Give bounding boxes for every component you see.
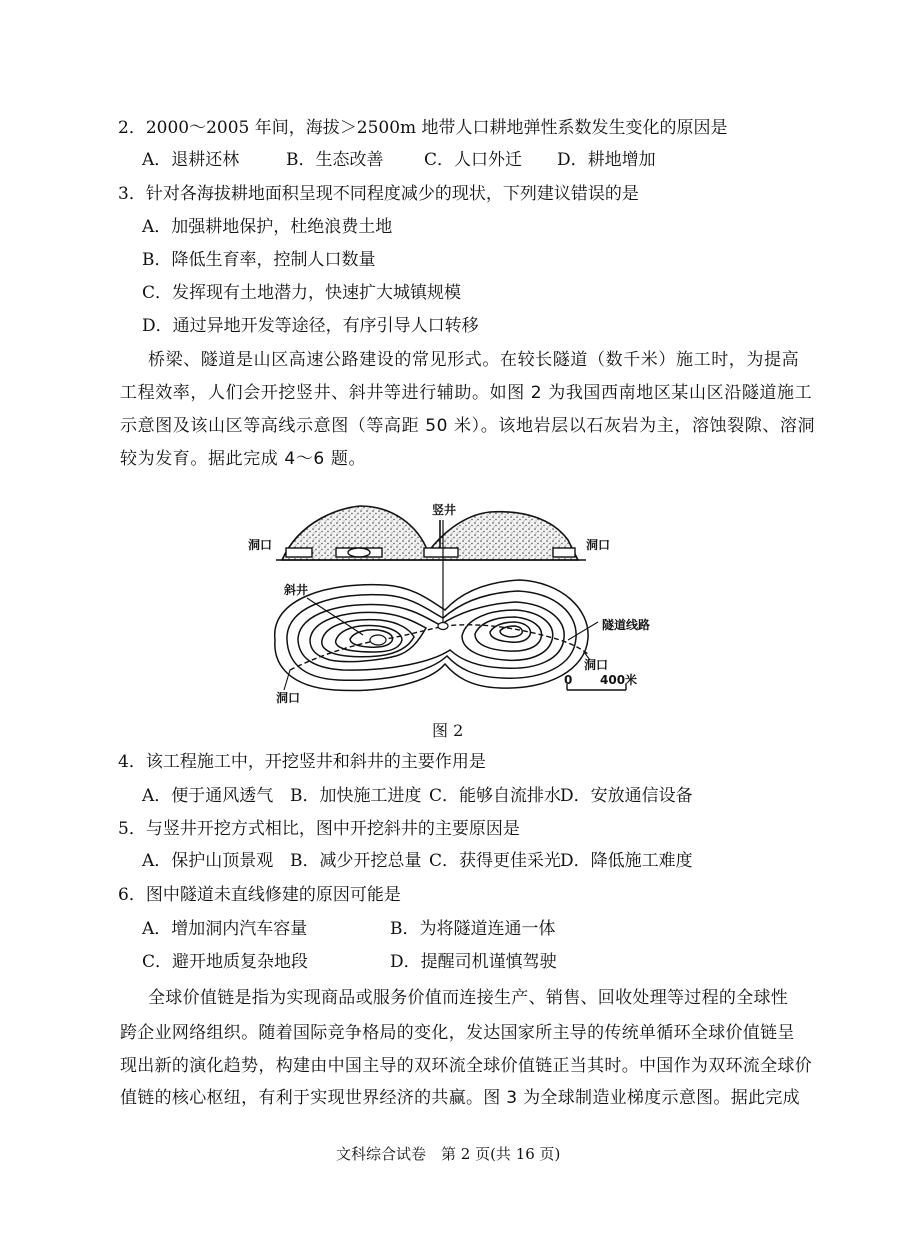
- question-stem: 4．该工程施工中，开挖竖井和斜井的主要作用是: [118, 752, 486, 772]
- entrance-label-right: 洞口: [586, 538, 611, 552]
- passage-line: 较为发育。据此完成 4～6 题。: [120, 449, 367, 469]
- shaft-point: [438, 623, 448, 630]
- option-d: D．通过异地开发等途径，有序引导人口转移: [142, 316, 479, 336]
- question-stem: 5．与竖井开挖方式相比，图中开挖斜井的主要原因是: [118, 819, 520, 839]
- question-stem: 3．针对各海拔耕地面积呈现不同程度减少的现状，下列建议错误的是: [118, 184, 639, 204]
- incline-entry: [370, 635, 386, 645]
- option-b: B．生态改善: [286, 150, 384, 170]
- scale-bar: [564, 672, 637, 690]
- option-a: A．便于通风透气: [142, 786, 274, 806]
- cross-section: [248, 502, 610, 560]
- figure-caption: 图 2: [432, 721, 464, 740]
- passage-line: 桥梁、隧道是山区高速公路建设的常见形式。在较长隧道（数千米）施工时，为提高: [148, 350, 800, 370]
- option-c: C．能够自流排水: [429, 786, 562, 806]
- passage-line: 工程效率，人们会开挖竖井、斜井等进行辅助。如图 2 为我国西南地区某山区沿隧道施工: [120, 383, 813, 403]
- route-label: 隧道线路: [602, 618, 650, 632]
- incline-label: 斜井: [284, 583, 309, 597]
- question-stem: 2．2000～2005 年间，海拔＞2500m 地带人口耕地弹性系数发生变化的原因是: [118, 118, 728, 138]
- option-c: C．避开地质复杂地段: [142, 952, 309, 972]
- option-c: C．发挥现有土地潜力，快速扩大城镇规模: [142, 283, 462, 303]
- passage-line: 现出新的演化趋势，构建由中国主导的双环流全球价值链正当其时。中国作为双环流全球价: [120, 1056, 812, 1076]
- scale-value: 400米: [600, 673, 638, 687]
- option-b: B．减少开挖总量: [290, 851, 422, 871]
- option-d: D．降低施工难度: [560, 851, 693, 871]
- passage-line: 全球价值链是指为实现商品或服务价值而连接生产、销售、回收处理等过程的全球性: [148, 988, 789, 1008]
- passage-line: 示意图及该山区等高线示意图（等高距 50 米）。该地岩层以石灰岩为主，溶蚀裂隙、溶洞: [120, 416, 816, 436]
- option-d: D．安放通信设备: [560, 786, 693, 806]
- option-b: B．为将隧道连通一体: [390, 919, 556, 939]
- option-b: B．加快施工进度: [290, 786, 422, 806]
- entrance-label-left: 洞口: [248, 538, 273, 552]
- option-a: A．增加洞内汽车容量: [142, 919, 308, 939]
- passage-line: 跨企业网络组织。随着国际竞争格局的变化，发达国家所主导的传统单循环全球价值链呈: [120, 1023, 795, 1043]
- passage-line: 值链的核心枢纽，有利于实现世界经济的共赢。图 3 为全球制造业梯度示意图。据此完成: [120, 1088, 800, 1108]
- shaft-label: 竖井: [432, 503, 457, 517]
- question-stem: 6．图中隧道未直线修建的原因可能是: [118, 885, 401, 905]
- option-a: A．加强耕地保护，杜绝浪费土地: [142, 217, 393, 237]
- route-leader: [568, 622, 598, 640]
- scale-zero: 0: [564, 673, 573, 687]
- option-d: D．提醒司机谨慎驾驶: [390, 952, 557, 972]
- option-a: A．退耕还林: [142, 150, 240, 170]
- entrance-label-bottom-left: 洞口: [276, 691, 301, 705]
- option-c: C．人口外迁: [424, 150, 523, 170]
- entrance-label-bottom-right: 洞口: [584, 658, 609, 672]
- option-a: A．保护山顶景观: [142, 851, 274, 871]
- page-footer: 文科综合试卷 第 2 页(共 16 页): [336, 1145, 561, 1163]
- option-b: B．降低生育率，控制人口数量: [142, 250, 376, 270]
- option-c: C．获得更佳采光: [429, 851, 562, 871]
- option-d: D．耕地增加: [557, 150, 656, 170]
- figure-2: [245, 497, 650, 712]
